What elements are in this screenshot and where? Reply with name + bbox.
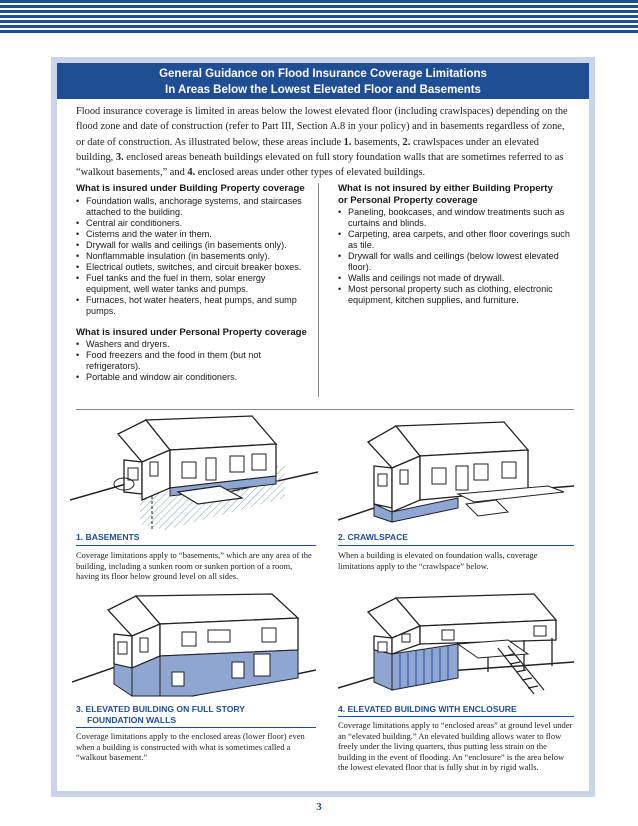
intro-text-3: crawlspaces under an elevated building, [76,136,540,163]
figure-3-caption [76,704,245,725]
not-insured-list [338,207,574,306]
column-divider [318,183,319,397]
list-item: • Foundation walls, anchorage systems, and staircases attached to the building. [76,196,308,218]
elevated-enclosure-house-illustration [338,592,574,700]
page-number: 3 [316,801,322,813]
not-insured-column [338,183,574,306]
building-coverage-list [76,196,308,317]
list-item: • Walls and ceilings not made of drywall. [338,273,574,284]
figure-2-description: When a building is elevated on foundation walls, coverage limitations apply to the “crawlspace” below. [338,550,538,571]
list-item: • Fuel tanks and the fuel in them, solar energy equipment, well water tanks and pumps. [76,273,308,295]
list-item: • Portable and window air conditioners. [76,372,308,383]
list-item: • Paneling, bookcases, and window treatments such as curtains and blinds. [338,207,574,229]
list-item: • Electrical outlets, switches, and circuit breaker boxes. [76,262,308,273]
list-item: • Most personal property such as clothing, electronic equipment, kitchen supplies, and furniture. [338,284,574,306]
personal-coverage-heading: What is insured under Personal Property coverage [76,326,307,338]
figure-3-description: Coverage limitations apply to the enclosed areas (lower floor) even when a building is constructed with what is sometimes called a “walkout basement.” [76,731,305,763]
intro-text-5: enclosed areas under other types of elevated buildings. [195,167,426,179]
crawlspace-house-illustration [338,412,574,532]
basement-house-illustration [70,412,318,532]
section-divider [76,409,574,410]
list-item: • Central air conditioners. [76,218,308,229]
figure-4-rule [338,716,574,717]
figure-1-caption: 1. BASEMENTS [76,532,140,542]
intro-num-1: 1. [343,136,352,148]
list-item: • Furnaces, hot water heaters, heat pumps, and sump pumps. [76,295,308,317]
figure-4-description: Coverage limitations apply to “enclosed areas” at ground level under an “elevated building.” An elevated building allows water to flow freely under the living quarters, thus putting less strain on the building in the event of flooding. An “enclosure” is the area below the lowest elevated floor that is fully shut in by rigid walls. [338,720,573,773]
figure-2-rule [338,545,574,546]
banner-title-line2: In Areas Below the Lowest Elevated Floor and Basements [165,84,481,96]
banner-title-line1: General Guidance on Flood Insurance Coverage Limitations [159,68,487,80]
list-item: • Drywall for walls and ceilings (below lowest elevated floor). [338,251,574,273]
intro-text-2: basements, [351,136,403,148]
figure-3-caption-line1: 3. ELEVATED BUILDING ON FULL STORY [76,704,246,714]
intro-num-4: 4. [187,167,196,179]
walkout-basement-house-illustration [72,592,316,700]
not-insured-heading [338,183,574,206]
personal-coverage-list [76,339,308,383]
intro-num-3: 3. [115,151,124,163]
intro-paragraph [76,104,572,180]
list-item: • Nonflammable insulation (in basements only). [76,251,308,262]
list-item: • Drywall for walls and ceilings (in basements only). [76,240,308,251]
figure-1-description: Coverage limitations apply to “basements,” which are any area of the building, including a sunken room or sunken portion of a room, having its floor below ground level on all sides. [76,550,312,582]
figure-3-rule [76,727,316,728]
insured-column [76,183,308,383]
list-item: • Washers and dryers. [76,339,308,350]
figure-4-caption: 4. ELEVATED BUILDING WITH ENCLOSURE [338,704,517,714]
list-item: • Carpeting, area carpets, and other floor coverings such as tile. [338,229,574,251]
figure-2-caption: 2. CRAWLSPACE [338,532,409,542]
list-item: • Food freezers and the food in them (but not refrigerators). [76,350,308,372]
intro-text-4: enclosed areas beneath buildings elevated on full story foundation walls that are sometimes referred to as “walkout basements,” and [76,151,564,179]
building-coverage-heading: What is insured under Building Property coverage [76,183,305,194]
intro-num-2: 2. [402,136,411,148]
intro-text-1: Flood insurance coverage is limited in areas below the lowest elevated floor (including crawlspaces) depending on the flood zone and date of construction (refer to Part III, Section A.8 in your policy) and in basements regardless of zone, or date of construction. As illustrated below, these areas include [76,106,568,148]
not-insured-heading-line2: or Personal Property coverage [338,194,478,206]
header-stripes [0,0,638,36]
list-item: • Cisterns and the water in them. [76,229,308,240]
not-insured-heading-line1: What is not insured by either Building Property [338,183,553,194]
figure-3-caption-line2: FOUNDATION WALLS [87,714,177,725]
title-banner [57,63,589,99]
figure-1-rule [76,545,316,546]
